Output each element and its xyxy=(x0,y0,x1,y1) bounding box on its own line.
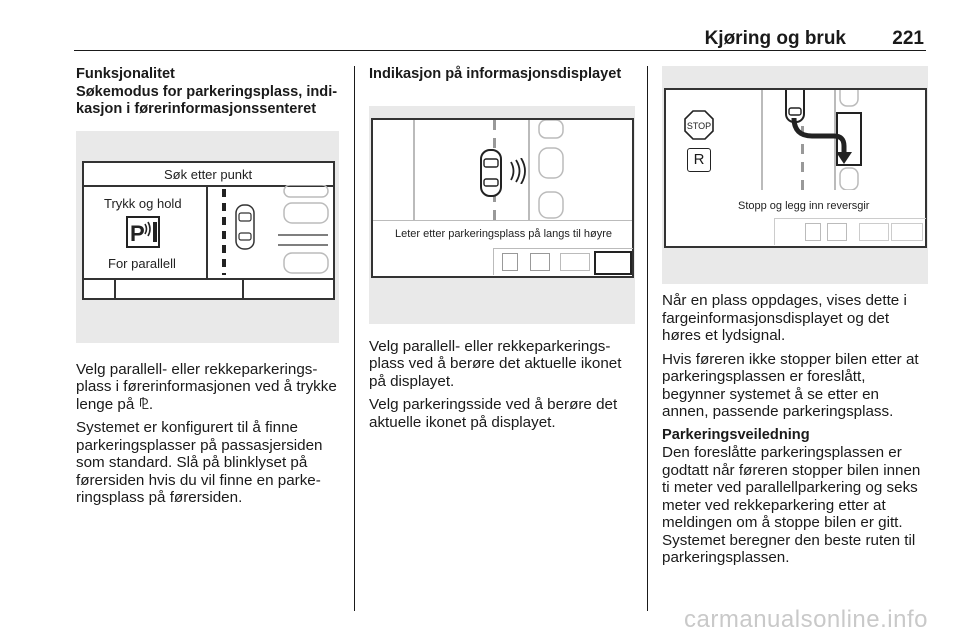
dic-top-bar xyxy=(84,163,333,187)
mode-bar xyxy=(774,218,926,245)
road-edge xyxy=(761,90,763,190)
paragraph: Velg parallell- eller rekkeparkerings-plass ved å berøre det aktuelle ikonet på displayet. xyxy=(369,337,622,390)
left-side-icon[interactable] xyxy=(560,253,590,271)
paragraph: Velg parkeringsside ved å berøre det aktuelle ikonet på displayet. xyxy=(369,396,618,431)
lane-dashes xyxy=(222,189,226,275)
svg-text:STOP: STOP xyxy=(686,121,712,131)
paragraph: Systemet er konfigurert til å finne parkeringsplasser på passasjersiden som standard. Slå på blinklyset på førersiden hvis du vil finne en parke-ringsplass på førersiden. xyxy=(76,419,323,506)
paragraph: Velg parallell- eller rekkeparkerings-plass i førerinformasjonen ved å trykke lenge på ⅊. xyxy=(76,360,337,413)
dic-screen xyxy=(82,161,335,300)
status-divider xyxy=(373,220,632,221)
dic-display-figure xyxy=(76,131,339,343)
right-side-icon[interactable] xyxy=(594,251,632,275)
svg-text:P: P xyxy=(130,220,145,246)
parallel-mode-icon[interactable] xyxy=(805,223,821,241)
dic-top-label: Søk etter punkt xyxy=(164,166,253,182)
reverse-gear-icon xyxy=(687,148,711,172)
section-heading: Funksjonalitet xyxy=(76,66,175,82)
left-side-icon[interactable] xyxy=(859,223,889,241)
info-screen xyxy=(664,88,927,248)
column-3 xyxy=(662,66,928,573)
road-edge xyxy=(413,120,415,220)
paragraph: Hvis føreren ikke stopper bilen etter at parkeringsplassen er foreslått, begynner systemet å se etter en annen, passende parkeringsplass. xyxy=(662,350,919,420)
paragraph: Den foreslåtte parkeringsplassen er godtatt når føreren stopper bilen innen ti meter ved parallellparkering og seks meter ved rekkeparkering etter at meldingen om å stoppe bilen er gitt. Systemet beregner den beste ruten til parkeringsplassen. xyxy=(662,444,921,566)
stop-sign-icon xyxy=(684,110,714,140)
column-1 xyxy=(76,66,342,513)
car-icon xyxy=(479,148,503,198)
parked-cars-icon xyxy=(838,90,860,190)
page-number: 221 xyxy=(892,28,924,49)
gear-letter: R xyxy=(693,151,705,168)
park-assist-icon xyxy=(126,216,160,248)
road-edge xyxy=(528,120,530,220)
watermark: carmanualsonline.info xyxy=(684,606,928,633)
stop-reverse-figure xyxy=(662,66,928,284)
dic-tick xyxy=(114,280,116,298)
section-heading: Parkeringsveiledning xyxy=(662,426,810,443)
car-icon xyxy=(234,203,256,251)
status-text: Stopp og legg inn reversgir xyxy=(738,200,870,212)
dic-bottom-line xyxy=(84,278,333,280)
right-side-icon[interactable] xyxy=(891,223,923,241)
section-heading: Indikasjon på informasjonsdisplayet xyxy=(369,66,622,82)
column-divider-1 xyxy=(354,66,355,611)
column-2 xyxy=(369,66,635,437)
dic-tick xyxy=(242,280,244,298)
press-hold-label: Trykk og hold xyxy=(104,195,182,211)
parked-cars-icon xyxy=(274,185,330,278)
perpendicular-mode-icon[interactable] xyxy=(827,223,847,241)
subsection-heading: Søkemodus for parkeringsplass, indi-kasjon i førerinformasjonssenteret xyxy=(76,83,338,117)
page-header xyxy=(74,28,926,51)
sensor-waves-icon xyxy=(508,158,526,184)
perpendicular-mode-icon[interactable] xyxy=(530,253,550,271)
dic-divider xyxy=(206,185,208,278)
info-screen xyxy=(371,118,634,278)
parked-cars-icon xyxy=(535,120,567,220)
page-title: Kjøring og bruk xyxy=(704,28,846,49)
status-text: Leter etter parkeringsplass på langs til høyre xyxy=(395,227,613,240)
info-display-figure xyxy=(369,106,635,324)
mode-bar xyxy=(493,248,633,275)
paragraph: Når en plass oppdages, vises dette i fargeinformasjonsdisplayet og det høres et lydsignal. xyxy=(662,292,907,344)
column-divider-2 xyxy=(647,66,648,611)
parallel-mode-label: For parallell xyxy=(108,255,176,271)
parallel-mode-icon[interactable] xyxy=(502,253,518,271)
